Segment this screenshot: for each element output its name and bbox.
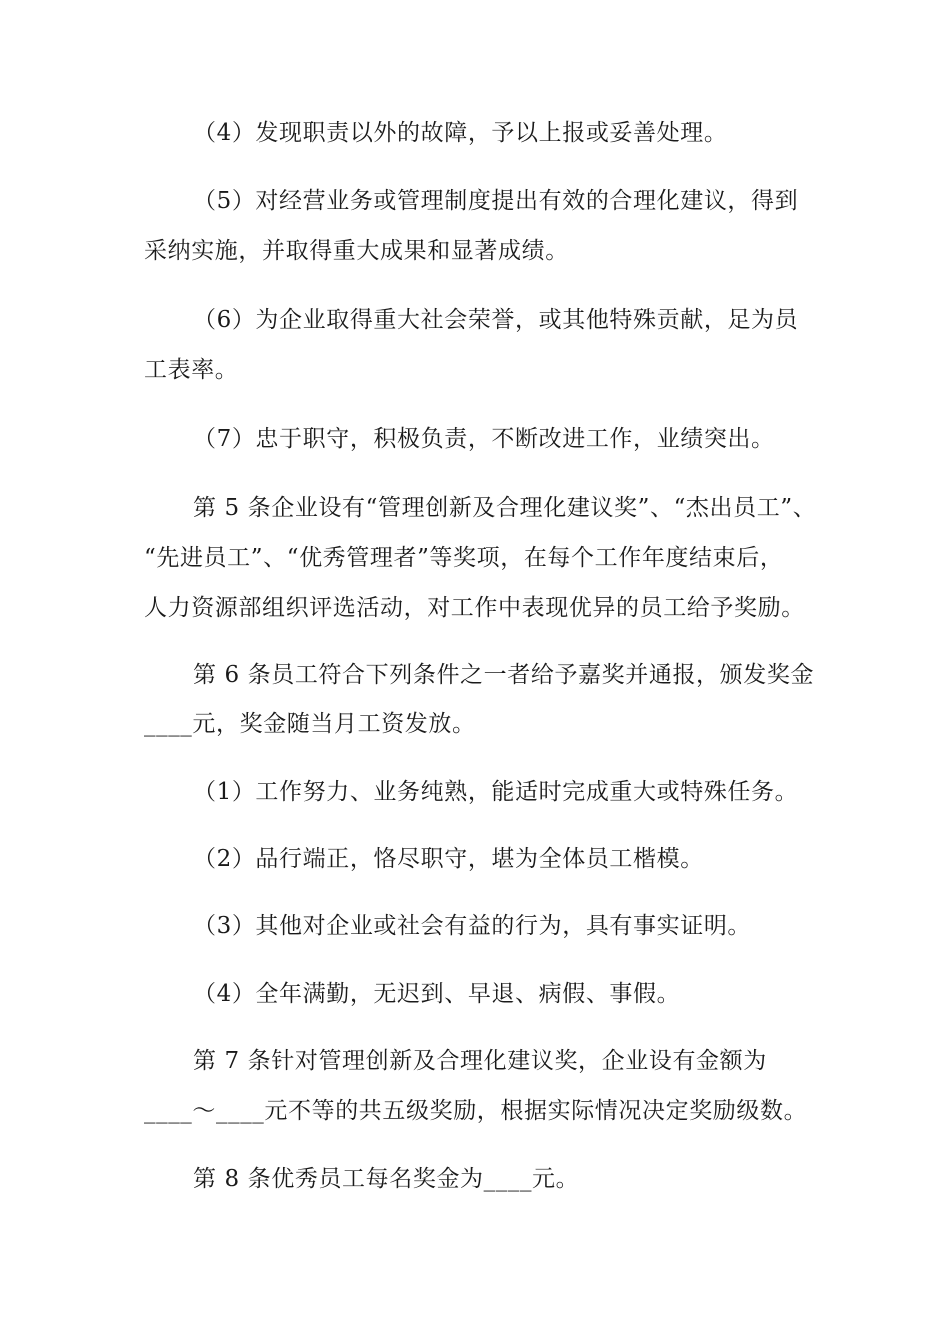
article-6-item-1: （1）工作努力、业务纯熟，能适时完成重大或特殊任务。	[193, 779, 799, 805]
article-5-line-1: 第 5 条企业设有“管理创新及合理化建议奖”、“杰出员工”、	[193, 495, 817, 521]
article-6-item-4: （4）全年满勤，无迟到、早退、病假、事假。	[193, 981, 681, 1007]
article-6-item-3: （3）其他对企业或社会有益的行为，具有事实证明。	[193, 913, 752, 939]
item-5-line-2: 采纳实施，并取得重大成果和显著成绩。	[144, 238, 569, 264]
article-5-line-3: 人力资源部组织评选活动，对工作中表现优异的员工给予奖励。	[144, 595, 805, 621]
article-7-line-1: 第 7 条针对管理创新及合理化建议奖，企业设有金额为	[193, 1048, 767, 1074]
item-6-line-1: （6）为企业取得重大社会荣誉，或其他特殊贡献，足为员	[193, 307, 799, 333]
article-6-line-1: 第 6 条员工符合下列条件之一者给予嘉奖并通报，颁发奖金	[193, 662, 815, 688]
article-6-line-2: ____元，奖金随当月工资发放。	[144, 711, 476, 737]
article-6-item-2: （2）品行端正，恪尽职守，堪为全体员工楷模。	[193, 846, 704, 872]
item-4-line: （4）发现职责以外的故障，予以上报或妥善处理。	[193, 120, 728, 146]
item-7-line: （7）忠于职守，积极负责，不断改进工作，业绩突出。	[193, 426, 775, 452]
article-5-line-2: “先进员工”、“优秀管理者”等奖项，在每个工作年度结束后，	[144, 545, 784, 571]
item-6-line-2: 工表率。	[144, 357, 239, 383]
article-8-line: 第 8 条优秀员工每名奖金为____元。	[193, 1166, 580, 1192]
item-5-line-1: （5）对经营业务或管理制度提出有效的合理化建议，得到	[193, 188, 799, 214]
article-7-line-2: ____～____元不等的共五级奖励，根据实际情况决定奖励级数。	[144, 1098, 808, 1124]
